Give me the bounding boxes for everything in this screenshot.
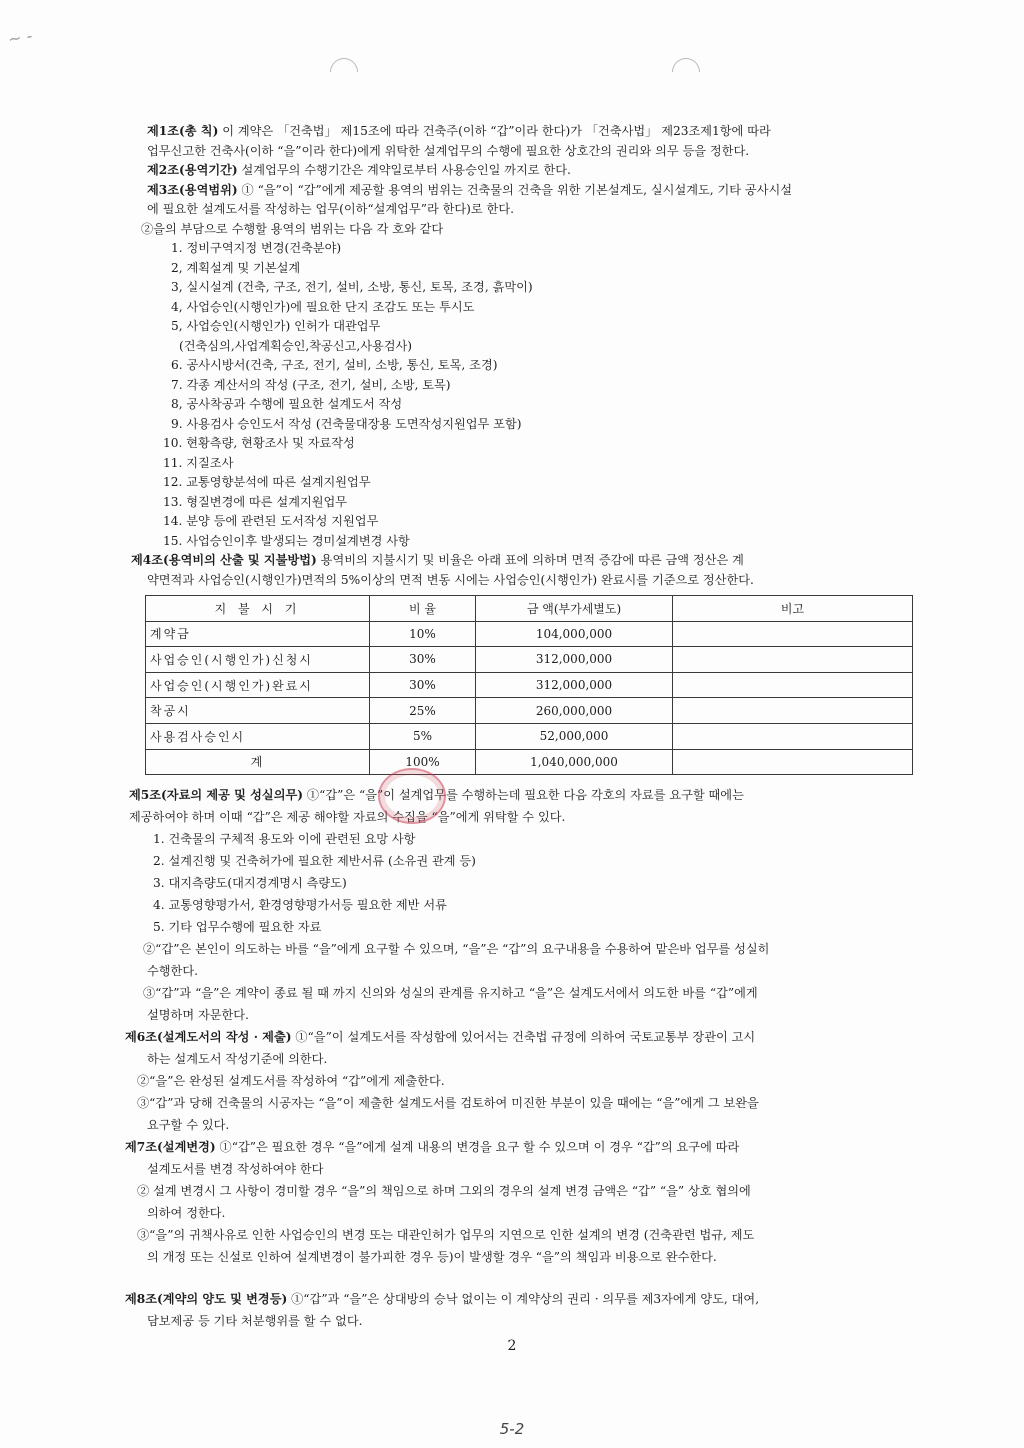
art7-paragraph-3-cont: 의 개정 또는 신설로 인하여 설계변경이 불가피한 경우 등)이 발생할 경우 “을”의 책임과 비용으로 완수한다. (147, 1250, 717, 1265)
art5-line-2: 제공하여야 하며 이때 “갑”은 제공 해야할 자료의 수집을 “을”에게 위탁할 수 있다. (129, 810, 566, 825)
art5-item: 3. 대지측량도(대지경계명시 측량도) (153, 876, 347, 891)
cell-ratio: 25% (370, 698, 476, 724)
art3-item: 15. 사업승인이후 발생되는 경미설계변경 사항 (163, 533, 410, 548)
contract-body (125, 122, 915, 1332)
art5-line-1: 제5조(자료의 제공 및 성실의무) ①“갑”은 “을”이 설계업무를 수행하는데 필요한 다음 각호의 자료를 요구할 때에는 (129, 788, 744, 803)
art3-item: 7. 각종 계산서의 작성 (구조, 전기, 설비, 소방, 토목) (171, 377, 451, 392)
art4-line-2: 약면적과 사업승인(시행인가)면적의 5%이상의 면적 변동 시에는 사업승인(시행인가) 완료시를 기준으로 정산한다. (147, 572, 754, 587)
table-row (146, 647, 913, 673)
cell-remarks (673, 621, 913, 647)
art3-item: 11. 지질조사 (163, 455, 234, 470)
header-amount: 금 액(부가세별도) (476, 596, 673, 622)
art6-title: 제6조(설계도서의 작성 · 제출) (125, 1030, 292, 1045)
cell-remarks (673, 698, 913, 724)
table-total-row (146, 749, 913, 775)
art5-paragraph-3: ③“갑”과 “을”은 계약이 종료 될 때 까지 신의와 성실의 관계를 유지하고 “을”은 설계도서에서 의도한 바를 “갑”에게 (143, 986, 758, 1001)
cell-payment-time: 사용검사승인시 (146, 723, 370, 749)
handwritten-page-note: 5-2 (499, 1420, 525, 1438)
corner-scribble: ~ - (6, 26, 34, 49)
art2-title: 제2조(용역기간) (147, 163, 238, 177)
cell-amount: 52,000,000 (476, 723, 673, 749)
art1-line-1: 제1조(총 칙) 이 계약은 「건축법」 제15조에 따라 건축주(이하 “갑”이라 한다)가 「건축사법」 제23조제1항에 따라 (147, 124, 771, 138)
art3-title: 제3조(용역범위) (147, 182, 238, 197)
cell-ratio: 5% (370, 723, 476, 749)
cell-remarks (673, 749, 913, 775)
art3-item: 5, 사업승인(시행인가) 인허가 대관업무 (171, 319, 381, 333)
art6-line-1: 제6조(설계도서의 작성 · 제출) ①“을”이 설계도서를 작성함에 있어서는 건축법 규정에 의하여 국토교통부 장관이 고시 (125, 1030, 756, 1045)
art3-item: 1. 정비구역지정 변경(건축분야) (171, 241, 342, 255)
art6-paragraph-3: ③“갑”과 당해 건축물의 시공자는 “을”이 제출한 설계도서를 검토하여 미진한 부분이 있을 때에는 “을”에게 그 보완을 (137, 1096, 759, 1111)
punch-hole-right (666, 52, 706, 92)
table-row (146, 672, 913, 698)
art7-line-1: 제7조(설계변경) ①“갑”은 필요한 경우 “을”에게 설계 내용의 변경을 요구 할 수 있으며 이 경우 “갑”의 요구에 따라 (125, 1140, 740, 1155)
art8-line-2: 담보제공 등 기타 처분행위를 할 수 없다. (147, 1314, 363, 1329)
cell-total-ratio: 100% (370, 749, 476, 775)
art3-line-1: 제3조(용역범위) ① “을”이 “갑”에게 제공할 용역의 범위는 건축물의 건축을 위한 기본설계도, 실시설계도, 기타 공사시설 (147, 182, 793, 197)
art1-title: 제1조(총 칙) (147, 124, 219, 138)
art8-line-1: 제8조(계약의 양도 및 변경등) ①“갑”과 “을”은 상대방의 승낙 없이는 이 계약상의 권리 · 의무를 제3자에게 양도, 대여, (125, 1292, 760, 1307)
art7-line-2: 설계도서를 변경 작성하여야 한다 (147, 1162, 324, 1177)
payment-schedule-table (145, 595, 913, 775)
cell-payment-time: 사업승인(시행인가)완료시 (146, 672, 370, 698)
header-remarks: 비고 (673, 596, 913, 622)
art5-item: 4. 교통영향평가서, 환경영향평가서등 필요한 제반 서류 (153, 898, 447, 913)
art3-paragraph-2: ②을의 부담으로 수행할 용역의 범위는 다음 각 호와 같다 (141, 221, 444, 236)
table-header-row (146, 596, 913, 622)
art7-paragraph-2-cont: 의하여 정한다. (147, 1206, 226, 1221)
art7-paragraph-3: ③“을”의 귀책사유로 인한 사업승인의 변경 또는 대관인허가 업무의 지연으로 인한 설계의 변경 (건축관련 법규, 제도 (137, 1228, 755, 1243)
art4-title: 제4조(용역비의 산출 및 지불방법) (131, 553, 317, 567)
cell-total-label: 계 (146, 749, 370, 775)
cell-amount: 104,000,000 (476, 621, 673, 647)
cell-total-amount: 1,040,000,000 (476, 749, 673, 775)
table-row (146, 621, 913, 647)
header-payment-time: 지 불 시 기 (146, 596, 370, 622)
art7-title: 제7조(설계변경) (125, 1140, 216, 1155)
art3-item: 6. 공사시방서(건축, 구조, 전기, 설비, 소방, 통신, 토목, 조경) (171, 358, 498, 372)
art3-item: 14. 분양 등에 관련된 도서작성 지원업무 (163, 514, 379, 528)
cell-amount: 312,000,000 (476, 672, 673, 698)
seal-stamp (378, 768, 446, 824)
punch-hole-left (324, 52, 364, 92)
cell-amount: 312,000,000 (476, 647, 673, 673)
cell-ratio: 30% (370, 647, 476, 673)
cell-payment-time: 사업승인(시행인가)신청시 (146, 647, 370, 673)
art5-paragraph-3-cont: 설명하며 자문한다. (147, 1008, 249, 1023)
art7-paragraph-2: ② 설계 변경시 그 사항이 경미할 경우 “을”의 책임으로 하며 그외의 경우의 설계 변경 금액은 “갑” “을” 상호 협의에 (137, 1184, 751, 1199)
art1-line-2: 업무신고한 건축사(이하 “을”이라 한다)에게 위탁한 설계업무의 수행에 필요한 상호간의 권리와 의무 등을 정한다. (147, 143, 750, 158)
art6-paragraph-2: ②“을”은 완성된 설계도서를 작성하여 “갑”에게 제출한다. (137, 1074, 445, 1089)
cell-remarks (673, 723, 913, 749)
art6-paragraph-3-cont: 요구할 수 있다. (147, 1118, 230, 1133)
art3-item: 8, 공사착공과 수행에 필요한 설계도서 작성 (171, 397, 403, 411)
art2-line: 제2조(용역기간) 설계업무의 수행기간은 계약일로부터 사용승인일 까지로 한다. (147, 163, 571, 177)
art8-title: 제8조(계약의 양도 및 변경등) (125, 1292, 288, 1307)
art3-item: 2, 계획설계 및 기본설계 (171, 260, 301, 275)
art6-line-2: 하는 설계도서 작성기준에 의한다. (147, 1052, 328, 1067)
art3-item: 9. 사용검사 승인도서 작성 (건축물대장용 도면작성지원업무 포함) (171, 416, 522, 431)
art3-item: 13. 형질변경에 따른 설계지원업무 (163, 494, 348, 509)
cell-payment-time: 착공시 (146, 698, 370, 724)
art3-item: 3, 실시설계 (건축, 구조, 전기, 설비, 소방, 통신, 토목, 조경, 흙막이) (171, 280, 533, 294)
cell-ratio: 30% (370, 672, 476, 698)
art3-item: 12. 교통영향분석에 따른 설계지원업무 (163, 475, 371, 489)
art5-item: 5. 기타 업무수행에 필요한 자료 (153, 920, 322, 935)
art3-line-2: 에 필요한 설계도서를 작성하는 업무(이하“설계업무”라 한다)로 한다. (147, 202, 514, 216)
cell-amount: 260,000,000 (476, 698, 673, 724)
art5-title: 제5조(자료의 제공 및 성실의무) (129, 788, 304, 803)
page-number: 2 (507, 1338, 517, 1354)
art5-item: 1. 건축물의 구체적 용도와 이에 관련된 요망 사항 (153, 832, 416, 847)
cell-remarks (673, 647, 913, 673)
art3-item: 4, 사업승인(시행인가)에 필요한 단지 조감도 또는 투시도 (171, 299, 475, 314)
table-row (146, 698, 913, 724)
art5-item: 2. 설계진행 및 건축허가에 필요한 제반서류 (소유권 관계 등) (153, 854, 476, 869)
cell-remarks (673, 672, 913, 698)
header-ratio: 비 율 (370, 596, 476, 622)
table-row (146, 723, 913, 749)
art5-paragraph-2: ②“갑”은 본인이 의도하는 바를 “을”에게 요구할 수 있으며, “을”은 “갑”의 요구내용을 수용하여 맡은바 업무를 성실히 (143, 942, 770, 957)
cell-ratio: 10% (370, 621, 476, 647)
art3-item: 10. 현황측량, 현황조사 및 자료작성 (163, 436, 355, 450)
art3-item-note: (건축심의,사업계획승인,착공신고,사용검사) (179, 338, 413, 353)
art4-line-1: 제4조(용역비의 산출 및 지불방법) 용역비의 지불시기 및 비율은 아래 표에 의하며 면적 증감에 따른 금액 정산은 계 (131, 553, 744, 567)
cell-payment-time: 계약금 (146, 621, 370, 647)
art5-paragraph-2-cont: 수행한다. (147, 964, 198, 979)
